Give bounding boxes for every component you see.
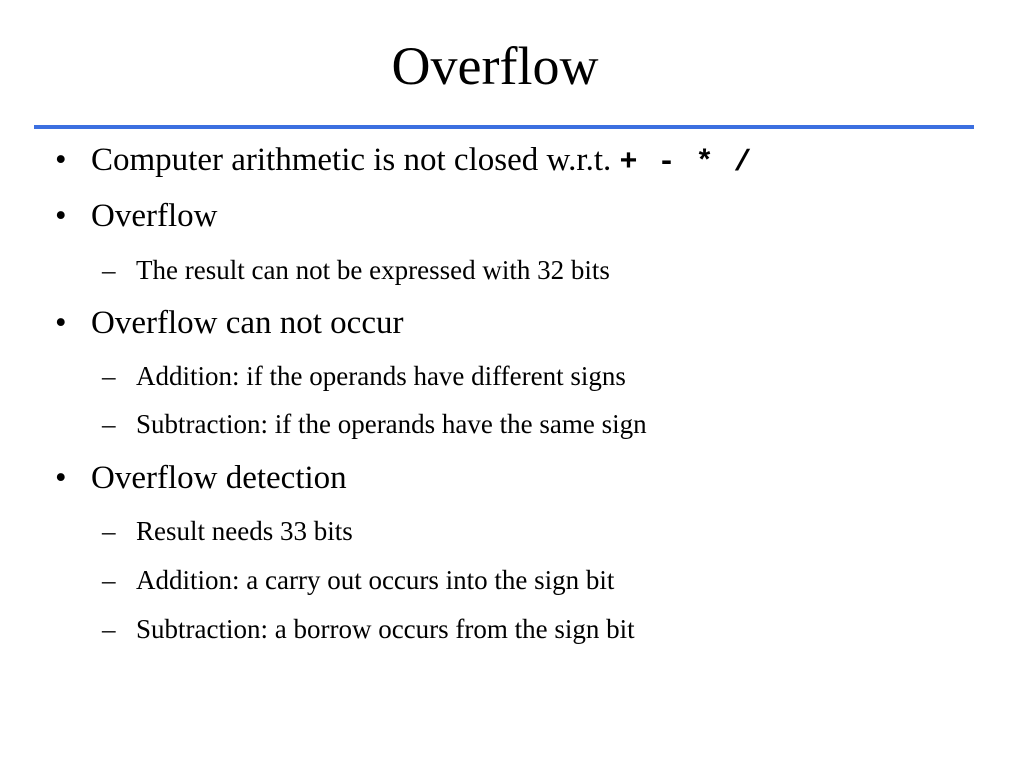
- dash-marker: –: [102, 255, 116, 285]
- operators-code: + - * /: [619, 146, 753, 180]
- sub-bullet-text: Subtraction: if the operands have the same sign: [136, 409, 647, 439]
- dash-marker: –: [102, 409, 116, 439]
- sub-bullet-text: Addition: a carry out occurs into the sign bit: [136, 565, 615, 595]
- bullet-text: Overflow detection: [91, 460, 347, 496]
- bullet-text-main: Computer arithmetic is not closed w.r.t.: [91, 142, 612, 178]
- sub-bullet-text: The result can not be expressed with 32 bits: [136, 255, 610, 285]
- bullet-marker: •: [55, 305, 67, 341]
- bullet-marker: •: [55, 460, 67, 496]
- bullet-text: Overflow can not occur: [91, 305, 404, 341]
- sub-bullet-text: Subtraction: a borrow occurs from the sign bit: [136, 614, 635, 644]
- dash-marker: –: [102, 614, 116, 644]
- bullet-text: [91, 140, 753, 183]
- dash-marker: –: [102, 516, 116, 546]
- sub-bullet-text: Addition: if the operands have different signs: [136, 361, 626, 391]
- slide-title: Overflow: [391, 36, 599, 96]
- bullet-marker: •: [55, 198, 67, 234]
- bullet-marker: •: [55, 142, 67, 178]
- dash-marker: –: [102, 565, 116, 595]
- bullet-text: Overflow: [91, 198, 218, 234]
- dash-marker: –: [102, 361, 116, 391]
- title-divider: [34, 125, 974, 129]
- sub-bullet-text: Result needs 33 bits: [136, 516, 353, 546]
